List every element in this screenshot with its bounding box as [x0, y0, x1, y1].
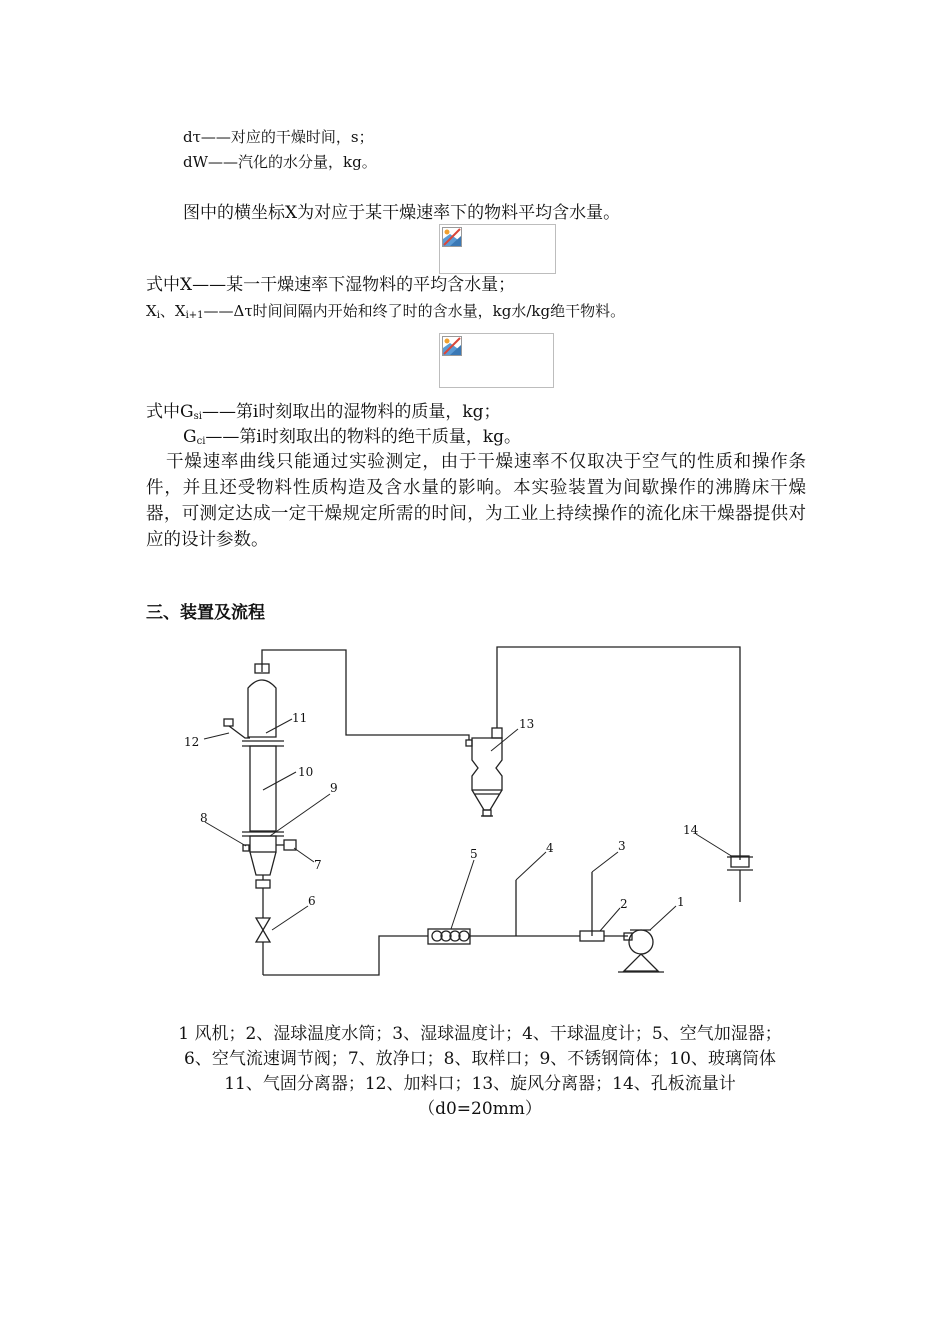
- gsi-definition: 式中$G_{si}——$第i时刻取出的湿物料的质量，kg；: [146, 402, 501, 422]
- caption-line-3: 11、气固分离器；12、加料口；13、旋风分离器；14、孔板流量计: [224, 1074, 736, 1094]
- label-6: 6: [308, 894, 316, 908]
- definition-dtau: dτ——对应的干燥时间，s；: [183, 128, 374, 146]
- glass-column: [250, 746, 276, 831]
- label-13: 13: [519, 717, 535, 731]
- section-heading: 三、装置及流程: [146, 603, 265, 623]
- feed-port: [224, 719, 233, 726]
- caption-line-4: （d0=20mm）: [418, 1099, 542, 1119]
- definition-dW: dW——汽化的水分量，kg。: [183, 153, 377, 171]
- column-bottom-flange: [256, 880, 270, 888]
- label-4: 4: [546, 841, 554, 855]
- label-3: 3: [618, 839, 626, 853]
- label-10: 10: [298, 765, 314, 779]
- flow-valve-top: [256, 918, 270, 930]
- stainless-column: [250, 836, 276, 852]
- pipe-cyclone-to-orifice: [497, 647, 740, 860]
- body-paragraph: 干燥速率曲线只能通过实验测定，由于干燥速率不仅取决于空气的性质和操作条件，并且还受物料性质构造及含水量的影响。本实验装置为间歇操作的沸腾床干燥器，可测定达成一定干燥规定所需的时间，为工业上持续操作的流化床干燥器提供对应的设计参数。: [146, 452, 806, 550]
- fan-base: [624, 954, 658, 971]
- pipe-column-to-cyclone: [262, 650, 469, 740]
- label-11: 11: [292, 711, 308, 725]
- pipe-valve-to-humidifier: [263, 936, 428, 975]
- label-14: 14: [683, 823, 699, 837]
- x-definition: 式中X——某一干燥速率下湿物料的平均含水量；: [146, 275, 516, 295]
- column-cone: [250, 852, 276, 875]
- flow-valve-bottom: [256, 930, 270, 942]
- label-8: 8: [200, 811, 208, 825]
- blower-fan: [629, 930, 653, 954]
- xi-definition: $X_i$、$X_{i+1}——\Delta\tau$时间间隔内开始和终了时的含水量，kg水/kg绝干物料。: [146, 302, 626, 321]
- label-7: 7: [314, 858, 322, 872]
- label-1: 1: [677, 895, 685, 909]
- caption-line-1: 1 风机；2、湿球温度水筒；3、湿球温度计；4、干球温度计；5、空气加湿器；: [178, 1024, 782, 1044]
- label-2: 2: [620, 897, 628, 911]
- gas-solid-separator: [248, 680, 276, 737]
- feed-line: [229, 726, 250, 738]
- label-12: 12: [184, 735, 200, 749]
- gci-definition: $G_{ci}——$第i时刻取出的物料的绝干质量，kg。: [183, 427, 522, 447]
- label-5: 5: [470, 847, 478, 861]
- caption-line-2: 6、空气流速调节阀；7、放净口；8、取样口；9、不锈钢筒体；10、玻璃筒体: [184, 1049, 776, 1069]
- label-9: 9: [330, 781, 338, 795]
- x-intro-text: 图中的横坐标X为对应于某干燥速率下的物料平均含水量。: [183, 203, 621, 223]
